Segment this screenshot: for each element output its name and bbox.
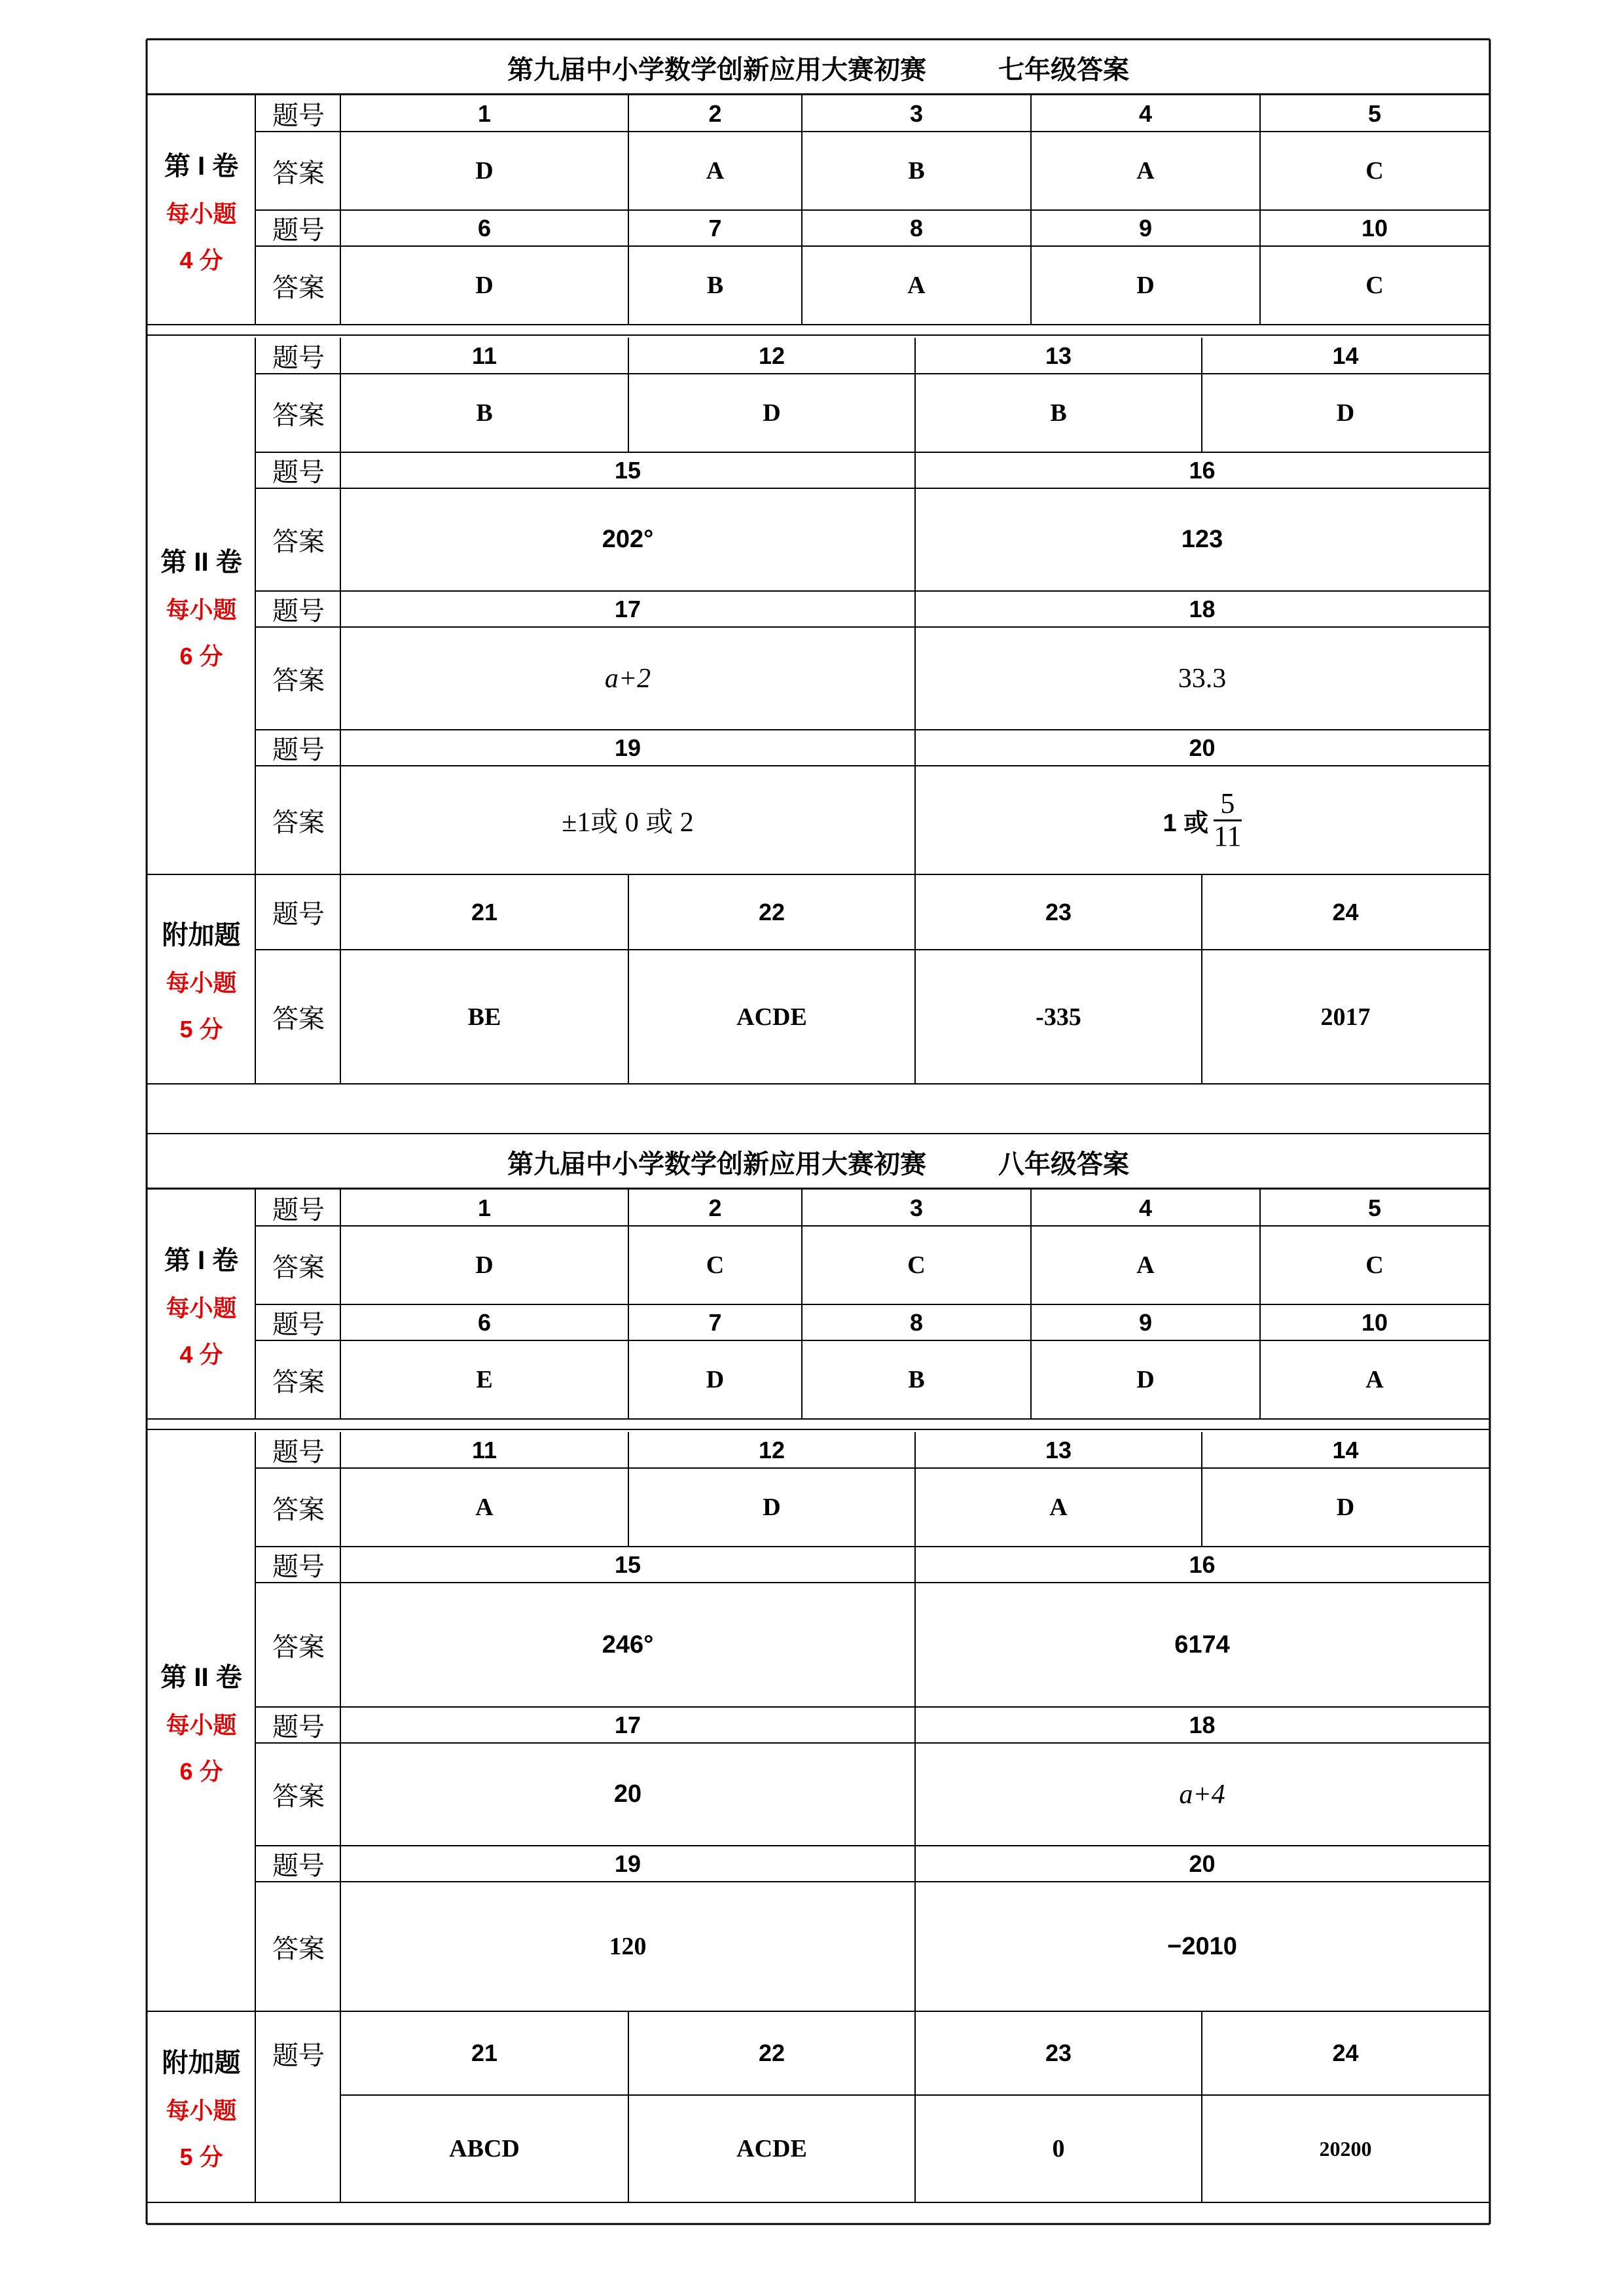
label-daan: 答案 [272, 1933, 325, 1964]
section-note: 每小题 [166, 2096, 237, 2124]
answer-value: D [1336, 399, 1355, 427]
section-points: 4 分 [179, 246, 223, 274]
answer-value: B [1050, 399, 1067, 427]
question-number: 21 [471, 2039, 498, 2066]
answer-value: D [475, 1251, 494, 1279]
question-number: 4 [1138, 1194, 1153, 1221]
section-points: 5 分 [179, 1015, 223, 1043]
section-points: 6 分 [179, 642, 223, 670]
answer-value: B [908, 1366, 925, 1393]
question-number: 18 [1189, 595, 1216, 622]
answer-value: a+4 [1179, 1779, 1225, 1810]
answer-value: A [907, 272, 926, 299]
answer-value: A [1049, 1494, 1068, 1521]
label-tihao: 题号 [272, 1437, 325, 1467]
question-number: 11 [471, 342, 497, 369]
question-number: 10 [1361, 214, 1388, 242]
answer-value: 2017 [1320, 1003, 1371, 1031]
label-daan: 答案 [272, 807, 325, 838]
fraction [1214, 789, 1241, 851]
label-tihao: 题号 [272, 899, 325, 929]
answer-value: D [475, 157, 494, 185]
answer-value: B [476, 399, 493, 427]
answer-value: D [763, 1494, 781, 1521]
grade8-part2-label [147, 1432, 255, 2011]
label-daan: 答案 [272, 1367, 325, 1397]
answer-value: A [1136, 157, 1155, 185]
question-number: 24 [1332, 898, 1359, 925]
fraction-numerator: 5 [1220, 787, 1235, 820]
answer-value: C [1365, 272, 1384, 299]
question-number: 21 [471, 898, 498, 925]
label-daan: 答案 [272, 527, 325, 557]
question-number: 11 [471, 1436, 497, 1463]
grade8-extra-label [147, 2011, 255, 2202]
answer-value: A [1136, 1251, 1155, 1279]
label-daan: 答案 [272, 1782, 325, 1812]
question-number: 23 [1045, 898, 1072, 925]
answer-value: A [475, 1494, 494, 1521]
answer-value: 123 [1181, 526, 1223, 553]
question-number: 19 [614, 1850, 641, 1877]
question-number: 10 [1361, 1308, 1388, 1336]
label-daan: 答案 [272, 1004, 325, 1034]
label-tihao: 题号 [272, 343, 325, 373]
question-number: 7 [708, 214, 722, 242]
question-number: 15 [614, 456, 641, 484]
question-number: 6 [477, 1308, 492, 1336]
question-number: 19 [614, 734, 641, 761]
question-number: 5 [1367, 99, 1382, 127]
answer-value: −2010 [1167, 1932, 1237, 1960]
section-points: 5 分 [179, 2143, 223, 2170]
grade7-title-text: 第九届中小学数学创新应用大赛初赛 [507, 55, 926, 84]
answer-value: 20200 [1319, 2136, 1372, 2161]
question-number: 9 [1138, 1308, 1153, 1336]
grade7-subtitle: 七年级答案 [998, 55, 1129, 84]
label-daan: 答案 [272, 1494, 325, 1525]
answer-value: D [1136, 272, 1155, 299]
question-number: 13 [1045, 342, 1072, 369]
answer-value: A [706, 157, 725, 185]
question-number: 16 [1189, 1551, 1216, 1578]
grade8-part1-label [147, 1190, 255, 1419]
answer-value: D [763, 399, 781, 427]
answer-value: a+2 [604, 663, 651, 694]
label-daan: 答案 [272, 666, 325, 696]
label-tihao: 题号 [272, 1310, 325, 1340]
question-number: 23 [1045, 2039, 1072, 2066]
label-tihao: 题号 [272, 735, 325, 765]
question-number: 5 [1367, 1194, 1382, 1221]
section-note: 每小题 [166, 596, 237, 623]
answer-value: -335 [1036, 1003, 1081, 1031]
answer-value: ACDE [736, 1003, 807, 1031]
answer-value: 120 [609, 1933, 647, 1960]
question-number: 24 [1332, 2039, 1359, 2066]
label-tihao: 题号 [272, 2040, 325, 2071]
grade8-title-text: 第九届中小学数学创新应用大赛初赛 [507, 1149, 926, 1179]
answer-value: 0 [1052, 2135, 1065, 2162]
question-number: 1 [477, 1194, 492, 1221]
question-number: 4 [1138, 99, 1153, 127]
question-number: 8 [909, 214, 924, 242]
answer-value: BE [467, 1003, 501, 1031]
question-number: 22 [758, 898, 785, 925]
answer-value: C [907, 1251, 926, 1279]
question-number: 12 [758, 1436, 785, 1463]
label-daan: 答案 [272, 272, 325, 303]
question-number: 14 [1332, 1436, 1359, 1463]
answer-prefix: 1 或 [1163, 809, 1209, 837]
section-name: 附加题 [162, 920, 241, 950]
label-tihao: 题号 [272, 1195, 325, 1225]
label-tihao: 题号 [272, 1851, 325, 1881]
section-note: 每小题 [166, 1712, 237, 1738]
answer-value: C [1365, 1251, 1384, 1279]
section-note: 每小题 [166, 969, 237, 996]
question-number: 15 [614, 1551, 641, 1578]
label-tihao: 题号 [272, 596, 325, 626]
section-name: 第 I 卷 [164, 151, 239, 181]
grade7-part2-label [147, 338, 255, 874]
answer-value: D [475, 272, 494, 299]
question-number: 3 [909, 1194, 924, 1221]
answer-value: D [1136, 1366, 1155, 1393]
section-name: 附加题 [162, 2048, 241, 2077]
section-name: 第 II 卷 [160, 1663, 242, 1692]
question-number: 7 [708, 1308, 722, 1336]
section-points: 4 分 [179, 1340, 223, 1368]
label-daan: 答案 [272, 1632, 325, 1662]
answer-value: A [1365, 1366, 1384, 1393]
question-number: 2 [708, 1194, 722, 1221]
answer-value: 33.3 [1178, 663, 1227, 694]
label-tihao: 题号 [272, 101, 325, 131]
label-daan: 答案 [272, 400, 325, 431]
answer-value-fraction [915, 766, 1489, 874]
answer-value: C [706, 1251, 725, 1279]
answer-value: ±1或 0 或 2 [562, 808, 694, 838]
section-points: 6 分 [179, 1758, 223, 1785]
grade8-title [147, 1135, 1489, 1189]
answer-value: E [476, 1366, 493, 1393]
section-note: 每小题 [166, 200, 237, 227]
answer-value: ABCD [449, 2135, 520, 2162]
fraction-denominator: 11 [1214, 819, 1242, 852]
question-number: 20 [1189, 734, 1216, 761]
answer-value: B [706, 272, 724, 299]
question-number: 16 [1189, 456, 1216, 484]
label-tihao: 题号 [272, 1712, 325, 1742]
answer-value: 246° [602, 1630, 654, 1659]
question-number: 12 [758, 342, 785, 369]
question-number: 3 [909, 99, 924, 127]
grade8-subtitle: 八年级答案 [998, 1149, 1129, 1179]
answer-value: D [1336, 1494, 1355, 1521]
label-tihao: 题号 [272, 215, 325, 245]
label-daan: 答案 [272, 1252, 325, 1283]
grade7-title [147, 41, 1489, 94]
section-name: 第 I 卷 [164, 1246, 239, 1275]
section-name: 第 II 卷 [160, 547, 242, 577]
label-daan: 答案 [272, 158, 325, 188]
answer-value: ACDE [736, 2135, 807, 2162]
question-number: 6 [477, 214, 492, 242]
question-number: 9 [1138, 214, 1153, 242]
answer-value: C [1365, 157, 1384, 185]
section-note: 每小题 [166, 1294, 237, 1321]
answer-value: D [706, 1366, 725, 1393]
question-number: 14 [1332, 342, 1359, 369]
question-number: 13 [1045, 1436, 1072, 1463]
answer-value: B [908, 157, 925, 185]
question-number: 1 [477, 99, 492, 127]
answer-value: 6174 [1174, 1630, 1230, 1659]
question-number: 22 [758, 2039, 785, 2066]
grade7-part1-label [147, 96, 255, 325]
grade7-extra-label [147, 874, 255, 1084]
question-number: 18 [1189, 1711, 1216, 1738]
question-number: 17 [614, 595, 641, 622]
answer-value: 202° [602, 526, 654, 553]
label-tihao: 题号 [272, 1552, 325, 1582]
label-tihao: 题号 [272, 457, 325, 488]
question-number: 8 [909, 1308, 924, 1336]
question-number: 17 [614, 1711, 641, 1738]
question-number: 20 [1189, 1850, 1216, 1877]
question-number: 2 [708, 99, 722, 127]
answer-value: 20 [613, 1780, 642, 1808]
